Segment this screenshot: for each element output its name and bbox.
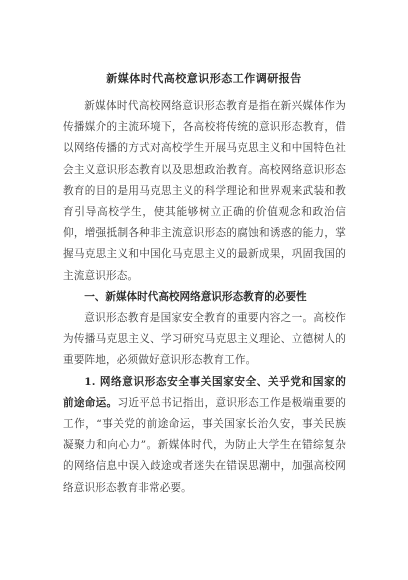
document-body xyxy=(63,96,346,499)
section-paragraph: 意识形态教育是国家安全教育的重要内容之一。高校作为传播马克思主义、学习研究马克思主义理论、立德树人的重要阵地，必须做好意识形态教育工作。 xyxy=(63,312,346,367)
intro-paragraph: 新媒体时代高校网络意识形态教育是指在新兴媒体作为传播媒介的主流环境下，各高校将传统的意识形态教育，借以网络传播的方式对高校学生开展马克思主义和中国特色社会主义意识形态教育以及思想政治教育。高校网络意识形态教育的目的是用马克思主义的科学理论和世界观来武装和教育引导高校学生，使其能够树立正确的价值观念和政治信仰，增强抵制各种非主流意识形态的腐蚀和诱惑的能力，掌握马克思主义和中国化马克思主义的最新成果，巩固我国的主流意识形态。 xyxy=(63,100,346,282)
point-lead: 1. 网络意识形态安全事关国家安全、关乎党和国家的前途命运。 xyxy=(63,375,346,409)
section-heading: 一、新媒体时代高校网络意识形态教育的必要性 xyxy=(84,290,307,303)
document-title: 新媒体时代高校意识形态工作调研报告 xyxy=(106,72,302,85)
point-text: 习近平总书记指出，意识形态工作是极端重要的工作，“事关党的前途命运，事关国家长治久安，事关民族凝聚力和向心力”。新媒体时代，为防止大学生在错综复杂的网络信息中误入歧途或者迷失在错误思潮中，加强高校网络意识形态教育非常必要。 xyxy=(63,396,346,494)
point-paragraph xyxy=(63,372,346,499)
